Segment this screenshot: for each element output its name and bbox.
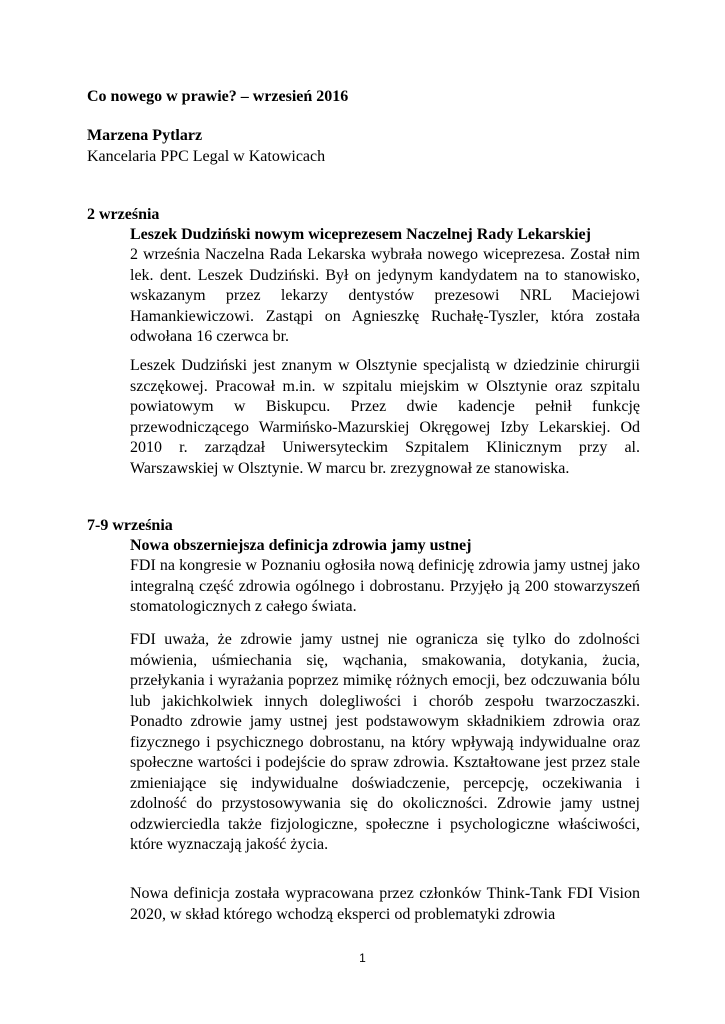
section-date: 7-9 września — [87, 517, 173, 534]
section-paragraph: FDI na kongresie w Poznaniu ogłosiła nową definicję zdrowia jamy ustnej jako integralną część zdrowia ogólnego i dobrostanu. Przyjęło ją 200 stowarzyszeń stomatologicznych z całego świata. — [130, 557, 640, 615]
author-name: Marzena Pytlarz — [87, 127, 203, 144]
section-paragraph: Leszek Dudziński jest znanym w Olsztynie specjalistą w dziedzinie chirurgii szczękowej. Pracował m.in. w szpitalu miejskim w Olsztynie oraz szpitalu powiatowym w Biskupcu. Przez dwie kadencje pełnił funkcję przewodniczącego Warmińsko-Mazurskiej Okręgowej Izby Lekarskiej. Od 2010 r. zarządzał Uniwersyteckim Szpitalem Klinicznym przy al. Warszawskiej w Olsztynie. W marcu br. zrezygnował ze stanowiska. — [130, 357, 640, 477]
author-firm: Kancelaria PPC Legal w Katowicach — [87, 148, 326, 165]
document-title: Co nowego w prawie? – wrzesień 2016 — [87, 88, 349, 105]
section-headline: Nowa obszerniejsza definicja zdrowia jamy ustnej — [130, 537, 472, 554]
section-paragraph: FDI uważa, że zdrowie jamy ustnej nie ogranicza się tylko do zdolności mówienia, uśmiechania się, wąchania, smakowania, dotykania, żucia, przełykania i wyrażania poprzez mimikę różnych emocji, bez odczuwania bólu lub jakichkolwiek innych dolegliwości i chorób zespołu twarzoczaszki. Ponadto zdrowie jamy ustnej jest podstawowym składnikiem zdrowia oraz fizycznego i psychicznego dobrostanu, na który wpływają indywidualne oraz społeczne wartości i podejście do spraw zdrowia. Kształtowane jest przez stale zmieniające się indywidualne doświadczenie, percepcję, oczekiwania i zdolność do przystosowywania się do okoliczności. Zdrowie jamy ustnej odzwierciedla także fizjologiczne, społeczne i psychologiczne właściwości, które wyznaczają jakość życia. — [130, 631, 640, 853]
section-paragraph: 2 września Naczelna Rada Lekarska wybrała nowego wiceprezesa. Został nim lek. dent. Leszek Dudziński. Był on jedynym kandydatem na to stanowisko, wskazanym przez lekarzy dentystów prezesowi NRL Maciejowi Hamankiewiczowi. Zastąpi on Agnieszkę Ruchałę-Tyszler, która została odwołana 16 czerwca br. — [130, 246, 640, 345]
section-date: 2 września — [87, 206, 160, 223]
section-headline: Leszek Dudziński nowym wiceprezesem Naczelnej Rady Lekarskiej — [130, 226, 591, 243]
section-paragraph: Nowa definicja została wypracowana przez członków Think-Tank FDI Vision 2020, w skład którego wchodzą eksperci od problematyki zdrowia — [130, 885, 640, 923]
page-number: 1 — [359, 951, 366, 965]
